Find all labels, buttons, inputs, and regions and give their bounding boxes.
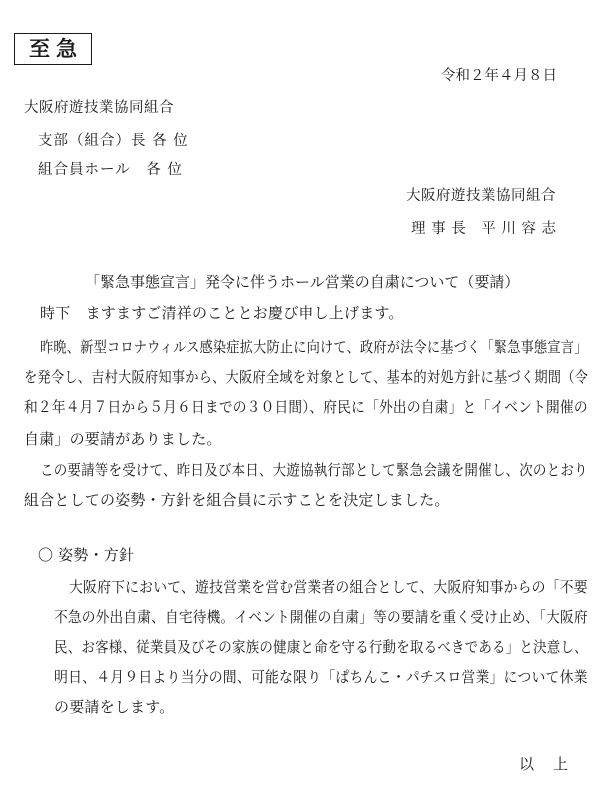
paragraph-1-line: を発令し、吉村大阪府知事から、大阪府全域を対象として、基本的対処方針に基づく期間（令 <box>24 368 589 386</box>
sender-organization: 大阪府遊技業協同組合 <box>406 188 556 204</box>
paragraph-2-line: この要請等を受けて、昨日及び本日、大遊協執行部として緊急会議を開催し、次のとおり <box>40 461 588 479</box>
policy-heading: 〇 姿勢・方針 <box>38 546 135 564</box>
policy-line: の要請をします。 <box>54 698 175 716</box>
urgent-label: 至急 <box>14 33 92 65</box>
closing-mark: 以 上 <box>519 755 571 773</box>
greeting-line: 時下 ますますご清祥のこととお慶び申し上げます。 <box>40 304 404 322</box>
recipient-organization: 大阪府遊技業協同組合 <box>24 100 174 116</box>
paragraph-1-line: 昨晩、新型コロナウィルス感染症拡大防止に向けて、政府が法令に基づく「緊急事態宣言」 <box>40 338 588 356</box>
paragraph-1-line: 和２年４月７日から５月６日までの３０日間）、府民に「外出の自粛」と「イベント開催の <box>24 398 588 416</box>
sender-name: 理 事 長 平 川 容 志 <box>411 221 557 237</box>
policy-line: 明日、４月９日より当分の間、可能な限り「ぱちんこ・パチスロ営業」について休業 <box>54 668 588 686</box>
recipient-member-halls: 組合員ホール 各 位 <box>38 162 183 178</box>
policy-line: 不急の外出自粛、自宅待機。イベント開催の自粛」等の要請を重く受け止め、「大阪府 <box>54 608 588 626</box>
policy-line: 大阪府下において、遊技営業を営む営業者の組合として、大阪府知事からの「不要 <box>69 578 588 596</box>
policy-line: 民、お客様、従業員及びその家族の健康と命を守る行動を取るべきである」と決意し、 <box>54 638 588 656</box>
paragraph-2-line: 組合としての姿勢・方針を組合員に示すことを決定しました。 <box>24 491 450 509</box>
document-subject: 「緊急事態宣言」発令に伴うホール営業の自粛について（要請） <box>85 273 520 291</box>
document-date: 令和２年４月８日 <box>441 68 557 84</box>
recipient-branch-heads: 支部（組合）長 各 位 <box>38 133 189 149</box>
paragraph-1-line: 自粛」の要請がありました。 <box>24 430 222 448</box>
